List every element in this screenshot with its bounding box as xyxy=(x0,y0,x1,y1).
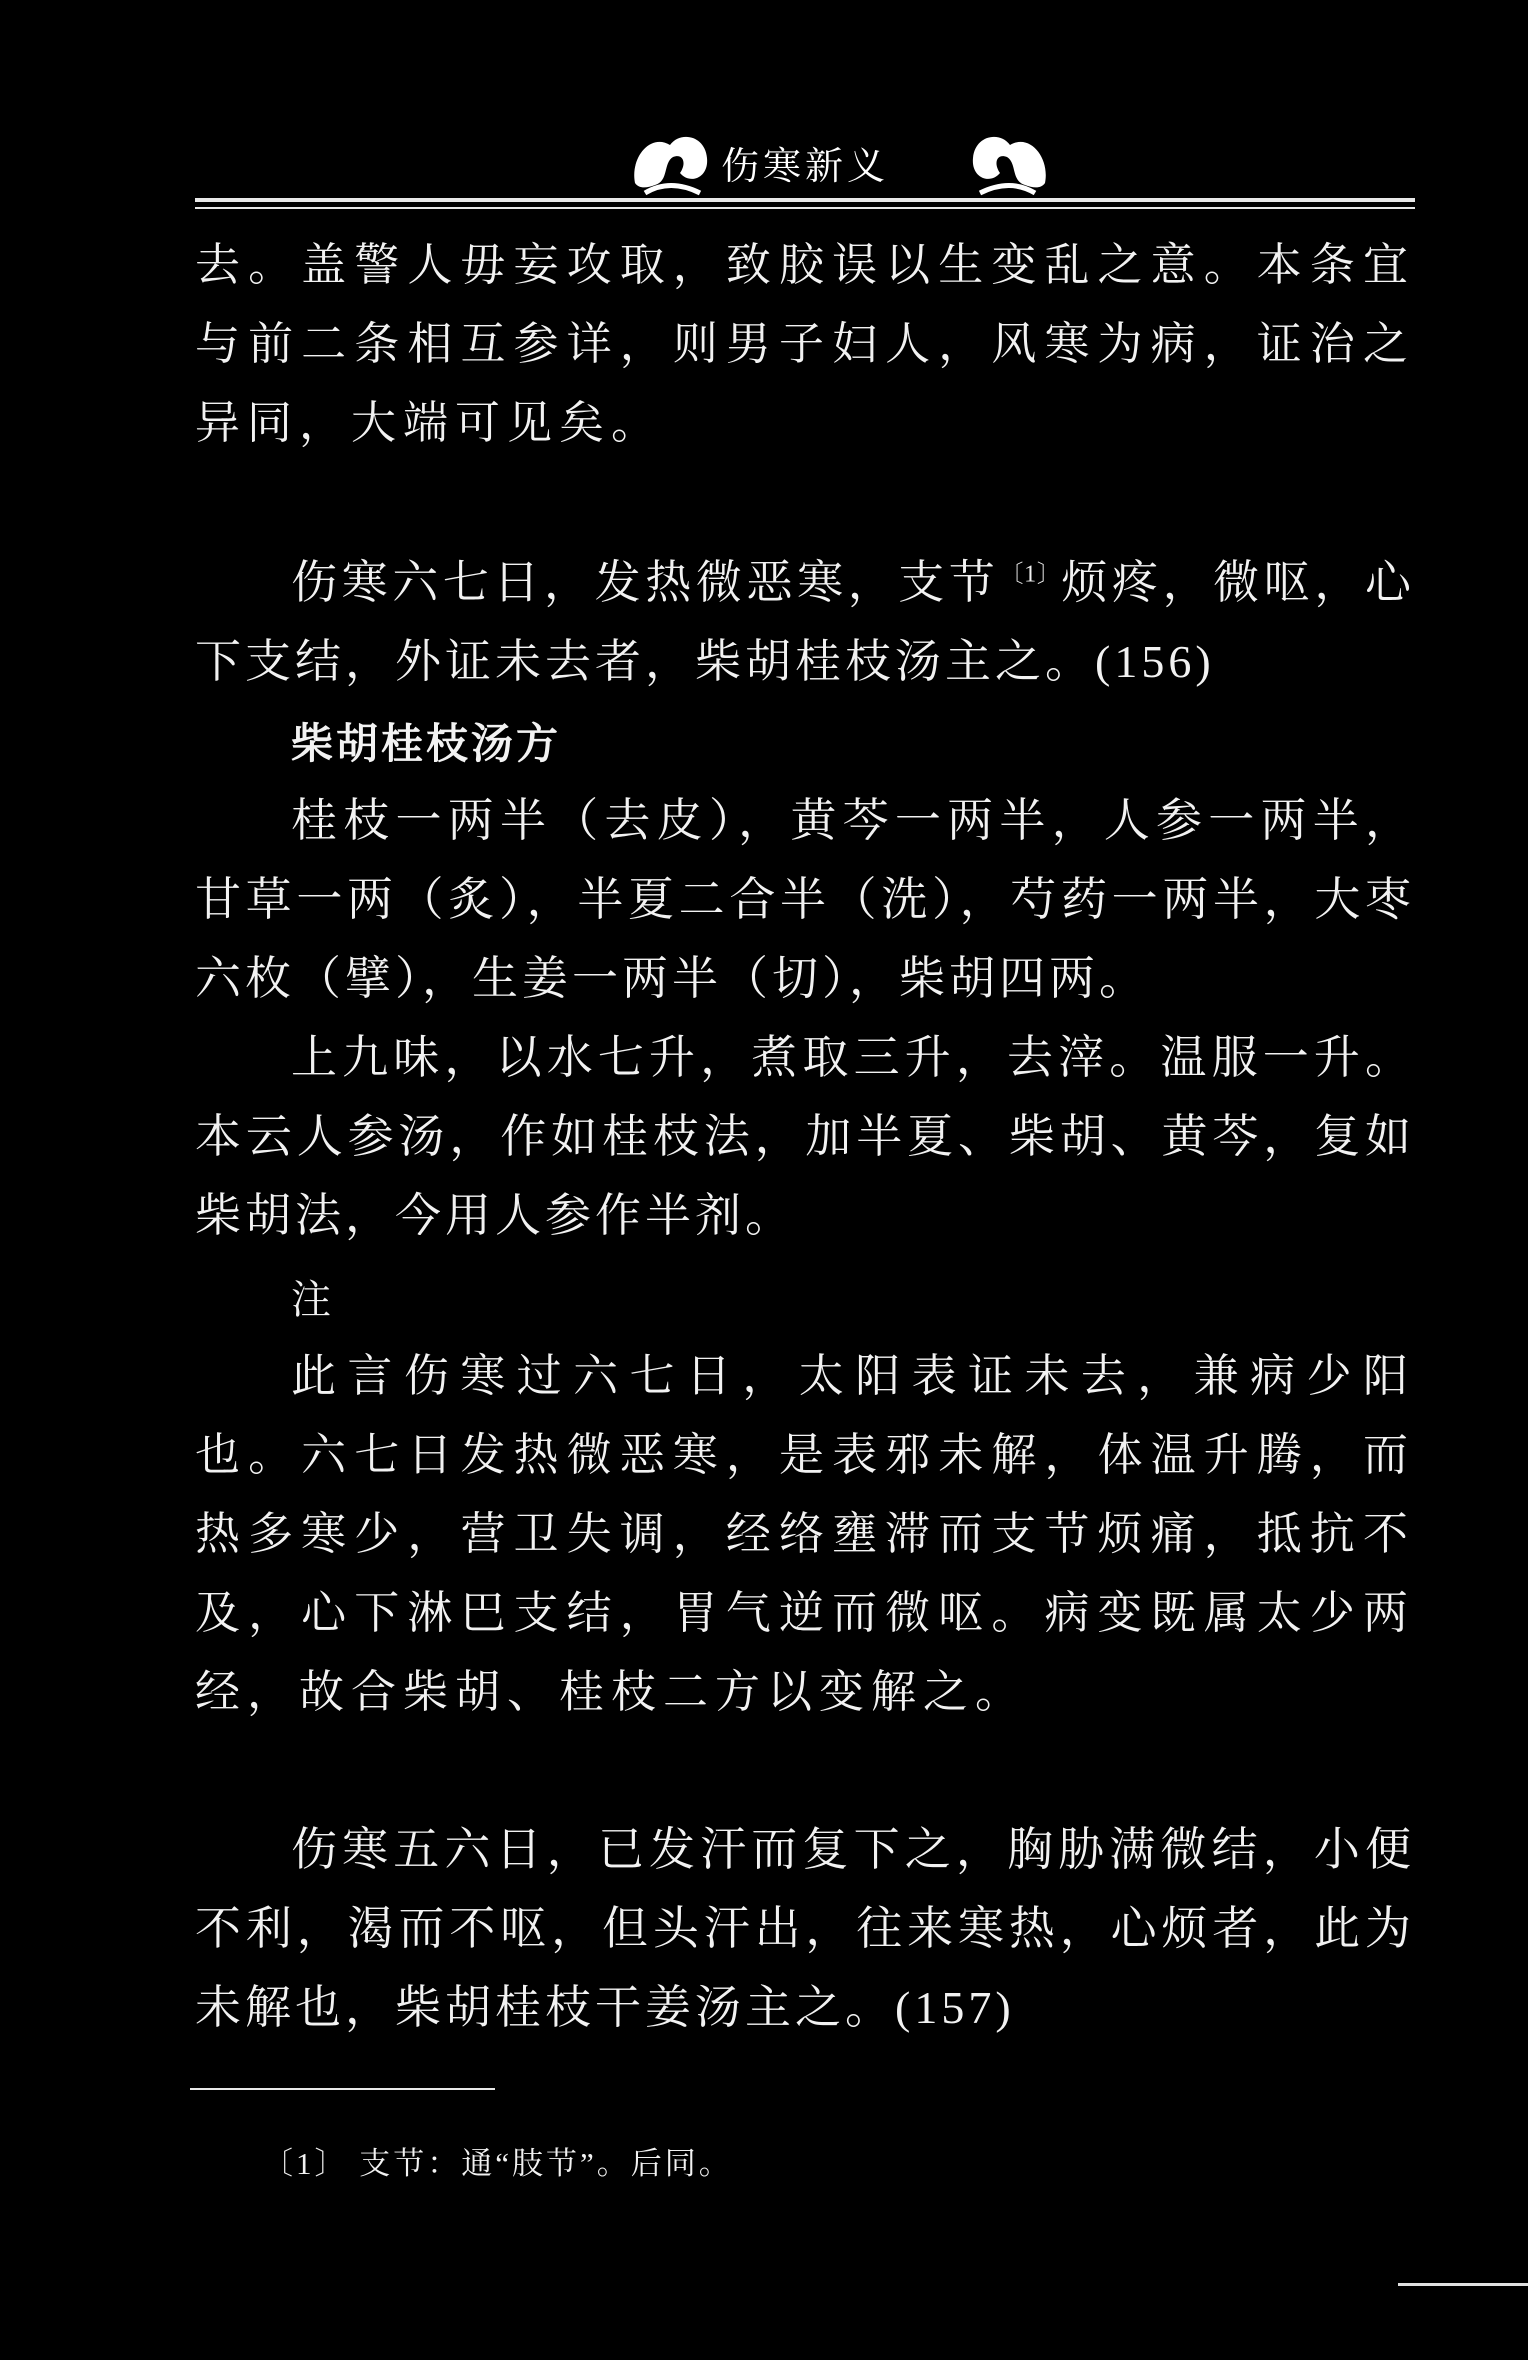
running-title: 伤寒新义 xyxy=(720,144,889,188)
formula-ingredients: 桂枝一两半（去皮），黄芩一两半，人参一两半，甘草一两（炙），半夏二合半（洗），芍药一两半，大枣六枚（擘），生姜一两半（切），柴胡四两。 xyxy=(195,795,1415,1004)
corner-mark xyxy=(1398,2283,1528,2286)
formula-title: 柴胡桂枝汤方 xyxy=(291,719,562,768)
right-ornament-icon xyxy=(965,123,1055,203)
footnote-marker: 〔1〕 xyxy=(999,561,1062,588)
footnote: 〔1〕 支节：通“肢节”。后同。 xyxy=(262,2146,733,2181)
formula-method: 上九味，以水七升，煮取三升，去滓。温服一升。本云人参汤，作如桂枝法，加半夏、柴胡、黄芩，复如柴胡法，今用人参作半剂。 xyxy=(195,1032,1415,1241)
clause-157: 伤寒五六日，已发汗而复下之，胸胁满微结，小便不利，渴而不呕，但头汗出，往来寒热，心烦者，此为未解也，柴胡桂枝干姜汤主之。(157) xyxy=(195,1824,1415,2033)
header-rule-thin xyxy=(195,207,1415,209)
footnote-rule xyxy=(190,2088,495,2090)
note-text: 此言伤寒过六七日，太阳表证未去，兼病少阳也。六七日发热微恶寒，是表邪未解，体温升腾，而热多寒少，营卫失调，经络壅滞而支节烦痛，抵抗不及，心下淋巴支结，胃气逆而微呕。病变既属太少两经，故合柴胡、桂枝二方以变解之。 xyxy=(195,1349,1415,1718)
continuation-paragraph: 去。盖警人毋妄攻取，致胶误以生变乱之意。本条宜与前二条相互参详，则男子妇人，风寒为病，证治之异同，大端可见矣。 xyxy=(195,238,1415,449)
clause-156-text-b: 烦疼，微呕，心下支结，外证未去者，柴胡桂枝汤主之。(156) xyxy=(195,557,1416,687)
clause-156 xyxy=(195,543,1415,701)
clause-156-text-a: 伤寒六七日，发热微恶寒，支节 xyxy=(291,557,1000,608)
note-label: 注 xyxy=(291,1277,333,1323)
header-rule-thick xyxy=(195,198,1415,202)
